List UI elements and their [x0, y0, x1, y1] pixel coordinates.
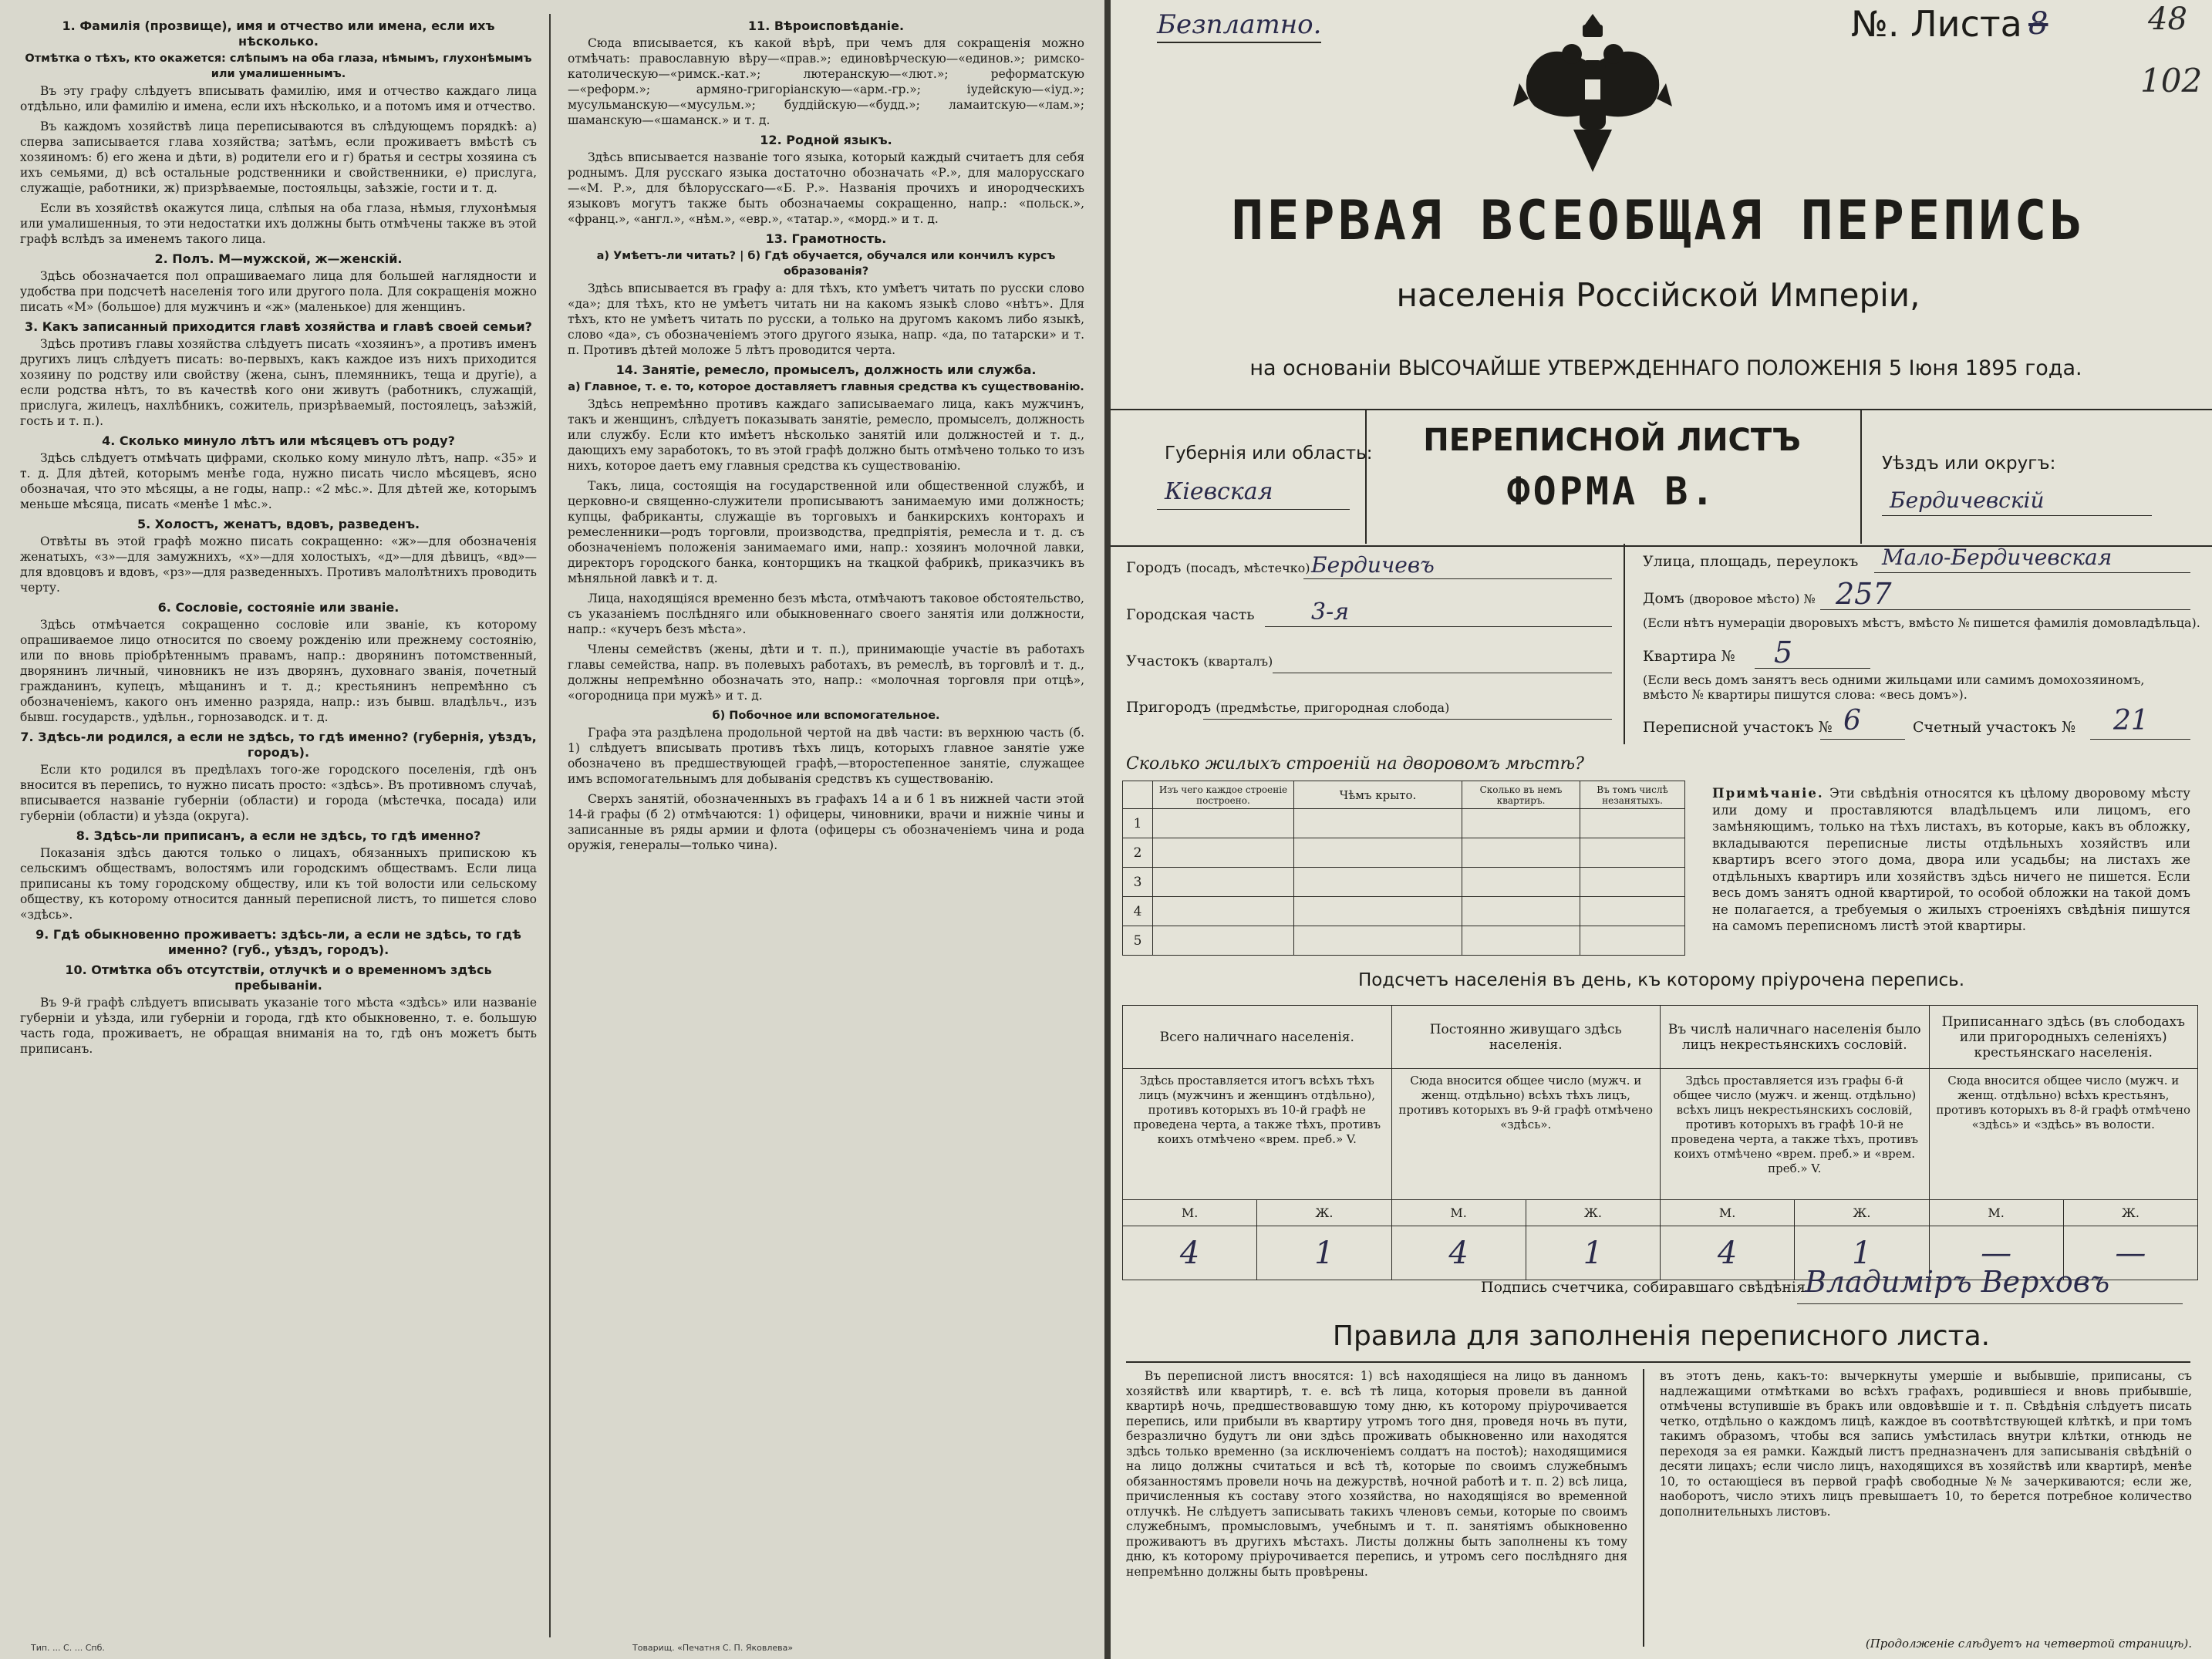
section-heading: 12. Родной языкъ. — [760, 133, 892, 147]
dwellings-row-number: 2 — [1123, 838, 1153, 868]
census-district-label: Переписной участокъ № — [1643, 719, 1833, 736]
suburb-label: Пригородъ — [1126, 699, 1212, 716]
dwellings-row — [1123, 838, 1685, 868]
rules-column-2: въ этотъ день, какъ-то: вычеркнуты умершіе и выбывшіе, приписаны, съ надлежащими отмѣтками во всѣхъ графахъ, родившіеся и вновь прибывшіе, отмѣчены вступившіе въ бракъ или овдовѣвшіе и т. п. Свѣдѣнія слѣдуетъ писать четко, отдѣльно о каждомъ лицѣ, каждое въ соотвѣтствующей клѣткѣ, и при томъ такимъ образомъ, чтобы вся запись умѣстилась внутри клѣтки, отнюдь не переходя за ея рамки. Каждый листъ предназначенъ для записыванія свѣдѣній о десяти лицахъ; если число лицъ, находящихся въ хозяйствѣ или квартирѣ, менѣе 10, то остающіеся въ первой графѣ свободные №№ зачеркиваются; если же, наоборотъ, число этихъ лицъ превышаетъ 10, то берется потребное количество дополнительныхъ листовъ. — [1660, 1369, 2192, 1519]
section-heading: 14. Занятіе, ремесло, промыселъ, должность или служба. — [615, 362, 1037, 377]
signature-label: Подпись счетчика, собиравшаго свѣдѣнія — [1481, 1279, 1806, 1296]
house-remark: (Если нѣтъ нумераціи дворовыхъ мѣстъ, вмѣсто № пишется фамилія домовладѣльца). — [1643, 615, 2200, 630]
instruction-section — [568, 478, 1084, 586]
dwellings-cell — [1153, 926, 1294, 956]
count-district-underline — [2090, 739, 2190, 740]
city-label: Городъ — [1126, 559, 1182, 576]
section-heading: 6. Сословіе, состояніе или званіе. — [157, 600, 400, 615]
section-text: Здѣсь вписывается названіе того языка, который каждый считаетъ для себя роднымъ. Для русскаго языка достаточно обозначать «Р.», для малорусскаго—«М. Р.», для бѣлорусскаго—«Б. Р.». Названія прочихъ и инородческихъ языковъ могутъ также быть обозначаемы сокращенно, напр.: «польск.», «франц.», «англ.», «нѣм.», «евр.», «татар.», «морд.» и т. д. — [568, 150, 1084, 226]
dwellings-cell — [1580, 838, 1685, 868]
form-letter: ФОРМА В. — [1506, 469, 1718, 514]
apartment-value: 5 — [1774, 636, 1793, 669]
house-value: 257 — [1836, 577, 1892, 611]
section-text: Показанія здѣсь даются только о лицахъ, обязанныхъ припискою къ сельскимъ обществамъ, волостямъ или городскимъ обществамъ. Если лица приписаны къ тому городскому обществу, или къ той волости или сельскому обществу, къ которому относится данный переписной листъ, то пишется слово «здѣсь». — [20, 846, 537, 922]
female-column-header: Ж. — [1795, 1200, 1929, 1226]
section-text: Если въ хозяйствѣ окажутся лица, слѣпыя на оба глаза, нѣмыя, глухонѣмыя или умалишенныя, то эти недостатки ихъ должны быть отмѣчены также въ этой графѣ вслѣдъ за именемъ такого лица. — [20, 201, 537, 246]
female-count-value: 1 — [1257, 1226, 1391, 1280]
city-part-value: 3-я — [1311, 599, 1350, 625]
district-value: Бердичевскій — [1890, 487, 2045, 513]
count-header-non-peasant: Въ числѣ наличнаго населенія было лицъ некрестьянскихъ сословій. — [1661, 1006, 1930, 1069]
street-underline — [1874, 572, 2190, 573]
dwellings-cell — [1580, 809, 1685, 838]
district-underline — [1882, 515, 2152, 516]
list-title: ПЕРЕПИСНОЙ ЛИСТЪ — [1423, 423, 1801, 458]
archive-folio-number: 102 — [2140, 62, 2203, 99]
dwellings-row — [1123, 868, 1685, 897]
section-heading: 3. Какъ записанный приходится главѣ хозяйства и главѣ своей семьи? — [25, 319, 532, 334]
dwellings-cell — [1294, 868, 1462, 897]
house-underline — [1820, 609, 2190, 610]
section-heading: 7. Здѣсь-ли родился, а если не здѣсь, то гдѣ именно? (губернія, уѣздъ, городъ). — [20, 730, 537, 760]
dwellings-cell — [1153, 809, 1294, 838]
section-heading-secondary: 10. Отмѣтка объ отсутствіи, отлучкѣ и о временномъ здѣсь пребываніи. — [65, 963, 492, 993]
ward-label-group — [1126, 652, 1273, 669]
male-column-header: М. — [1929, 1200, 2063, 1226]
dwellings-row — [1123, 809, 1685, 838]
city-label-group — [1126, 559, 1310, 576]
female-column-header: Ж. — [1526, 1200, 1660, 1226]
section-text: Здѣсь слѣдуетъ отмѣчать цифрами, сколько кому минуло лѣтъ, напр. «35» и т. д. Для дѣтей, которымъ менѣе года, нужно писать число мѣсяцевъ, ясно обозначая, что это мѣсяцы, а не годы, напр.: «2 мѣс.». Для дѣтей же, которымъ меньше мѣсяца, писать «менѣе 1 мѣс.». — [20, 451, 537, 511]
apartment-label: Квартира № — [1643, 648, 1735, 665]
archive-mark-top: 48 — [2148, 2, 2187, 37]
section-text: Отвѣты въ этой графѣ можно писать сокращенно: «ж»—для обозначенія женатыхъ, «з»—для замужнихъ, «х»—для холостыхъ, «д»—для дѣвицъ, «вд»—для вдовцовъ и вдовъ, «рз»—для разведенныхъ. Противъ малолѣтнихъ проводить черту. — [20, 534, 537, 595]
dwellings-cell — [1294, 838, 1462, 868]
census-district-value: 6 — [1843, 705, 1861, 737]
dwellings-cell — [1153, 897, 1294, 926]
book-spine — [1104, 0, 1111, 1659]
house-label: Домъ — [1643, 590, 1684, 607]
dwellings-row-number: 1 — [1123, 809, 1153, 838]
dwellings-header-material: Изъ чего каждое строеніе построено. — [1153, 781, 1294, 809]
dwellings-cell — [1580, 868, 1685, 897]
dwellings-header-vacant: Въ томъ числѣ незанятыхъ. — [1580, 781, 1685, 809]
count-desc-present: Здѣсь проставляется итогъ всѣхъ тѣхъ лицъ (мужчинъ и женщинъ отдѣльно), противъ которыхъ въ 10-й графѣ не проведена черта, а также тѣхъ, противъ коихъ отмѣчено «врем. преб.» V. — [1123, 1069, 1392, 1200]
section-text: Лица, находящіяся временно безъ мѣста, отмѣчаютъ таковое обстоятельство, съ указаніемъ послѣдняго или обыкновеннаго своего занятія или должности, напр.: «кучеръ безъ мѣста». — [568, 592, 1084, 636]
count-desc-permanent: Сюда вносится общее число (мужч. и женщ. отдѣльно) всѣхъ тѣхъ лицъ, противъ которыхъ въ 9-й графѣ отмѣчено «здѣсь». — [1391, 1069, 1661, 1200]
sheet-number-label: №. Листа — [1851, 3, 2022, 45]
female-count-value: 1 — [1526, 1226, 1660, 1280]
section-heading: 13. Грамотность. — [765, 231, 887, 246]
female-column-header: Ж. — [2063, 1200, 2197, 1226]
section-heading: 4. Сколько минуло лѣтъ или мѣсяцевъ отъ роду? — [102, 433, 455, 448]
section-subheading: Отмѣтка о тѣхъ, кто окажется: слѣпымъ на оба глаза, нѣмымъ, глухонѣмымъ или умалишеннымъ. — [25, 52, 532, 80]
instruction-section — [20, 251, 537, 315]
suburb-note: (предмѣстье, пригородная слобода) — [1216, 700, 1450, 715]
suburb-label-group — [1126, 699, 1449, 716]
section-text: Въ каждомъ хозяйствѣ лица переписываются въ слѣдующемъ порядкѣ: а) сперва записывается глава хозяйства; затѣмъ, если проживаетъ вмѣстѣ съ хозяиномъ: б) его жена и дѣти, в) родители его и г) братья и сестры хозяина съ ихъ семьями, д) всѣ остальные родственники и свойственники, е) прислуга, служащіе, работники, ж) призрѣваемые, постояльцы, заѣзжіе, гости и т. д. — [20, 120, 537, 195]
dwellings-cell — [1462, 809, 1580, 838]
section-text: Здѣсь отмѣчается сокращенно сословіе или званіе, къ которому опрашиваемое лицо относится по своему рожденію или прежнему состоянію, или по вновь пріобрѣтеннымъ правамъ, напр.: дворянинъ потомственный, дворянинъ личный, чиновникъ не изъ дворянъ, духовнаго званія, почетный гражданинъ, купецъ, мѣщанинъ и т. д.; крестьянинъ непремѣнно съ обозначеніемъ, какого онъ именно разряда, напр.: изъ бывш. владѣльч., изъ бывш. государств., удѣльн., горнозаводск. и т. д. — [20, 618, 537, 724]
instruction-section — [568, 642, 1084, 703]
dwellings-cell — [1462, 897, 1580, 926]
male-column-header: М. — [1391, 1200, 1526, 1226]
population-count-title: Подсчетъ населенія въ день, къ которому пріурочена перепись. — [1357, 970, 1965, 990]
instruction-section — [20, 730, 537, 824]
address-divider — [1624, 544, 1625, 744]
ward-label: Участокъ — [1126, 652, 1199, 669]
section-text: Въ эту графу слѣдуетъ вписывать фамилію, имя и отчество каждаго лица отдѣльно, или фамилію и имена, если ихъ нѣсколько, и а потомъ имя и отчество. — [20, 84, 537, 113]
dwellings-header-apartments: Сколько въ немъ квартиръ. — [1462, 781, 1580, 809]
female-column-header: Ж. — [1257, 1200, 1391, 1226]
instruction-section — [568, 591, 1084, 637]
district-label: Уѣздъ или округъ: — [1882, 454, 2056, 474]
instruction-section — [568, 133, 1084, 227]
male-count-value: 4 — [1661, 1226, 1795, 1280]
count-desc-peasant: Сюда вносится общее число (мужч. и женщ. отдѣльно) всѣхъ крестьянъ, противъ которыхъ въ 8-й графѣ отмѣчено «здѣсь» и «здѣсь» въ волости. — [1929, 1069, 2198, 1200]
instruction-section — [20, 433, 537, 512]
dwellings-cell — [1294, 809, 1462, 838]
instructions-column-1 — [20, 14, 551, 1637]
province-label: Губернія или область: — [1165, 443, 1373, 464]
left-columns — [20, 14, 1084, 1637]
signature-underline — [1797, 1303, 2183, 1304]
census-title: ПЕРВАЯ ВСЕОБЩАЯ ПЕРЕПИСЬ — [1231, 189, 2086, 252]
census-form-page — [1111, 0, 2212, 1659]
suburb-underline — [1203, 719, 1612, 720]
male-column-header: М. — [1661, 1200, 1795, 1226]
apartment-remark: (Если весь домъ занятъ весь одними жильцами или самимъ домохозяиномъ, вмѣсто № квартиры пишутся слова: «весь домъ»). — [1643, 673, 2145, 702]
dwellings-note — [1712, 785, 2190, 935]
enumerator-signature: Владиміръ Верховъ — [1805, 1265, 2110, 1299]
rules-divider — [1643, 1369, 1644, 1647]
printer-imprint-left: Тип. ... С. ... Спб. — [31, 1643, 105, 1653]
note-text: Эти свѣдѣнія относятся къ цѣлому дворовому мѣсту или дому и проставляются владѣльцемъ или лицомъ, его замѣняющимъ, только на тѣхъ листахъ, въ которые, какъ въ обложку, вкладываются переписные листы отдѣльныхъ хозяйствъ или квартиръ всего этого дома, двора или усадьбы; на листахъ же отдѣльныхъ квартиръ или хозяйствъ здѣсь ничего не пишется. Если весь домъ занятъ одной квартирой, то особой обложки на такой домъ не полагается, а требуемыя о жилыхъ строеніяхъ свѣдѣнія пишутся на самомъ переписномъ листѣ этой квартиры. — [1712, 786, 2190, 933]
street-value: Мало-Бердичевская — [1882, 545, 2113, 570]
city-underline — [1303, 578, 1612, 579]
rules-column-1: Въ переписной листъ вносятся: 1) всѣ находящіеся на лицо въ данномъ хозяйствѣ или квартирѣ, т. е. всѣ тѣ лица, которыя провели въ данной квартирѣ ночь, предшествовавшую тому дню, къ которому пріурочивается перепись, или прибыли въ квартиру утромъ того дня, проведя ночь въ пути, безразлично будутъ ли они здѣсь проживать обыкновенно или находятся здѣсь только временно (за исключеніемъ солдатъ на постоѣ); находящимися на лицо должны считаться и всѣ тѣ, которые по своимъ служебнымъ обязанностямъ провели ночь на дежурствѣ, ночной работѣ и т. п. 2) всѣ лица, причисленныя къ составу этого хозяйства, но находящіяся во временной отлучкѣ. Не слѣдуетъ записывать такихъ членовъ семьи, которые по своимъ служебнымъ, промысловымъ, учебнымъ и т. п. занятіямъ обыкновенно проживаютъ въ другихъ мѣстахъ. Листы должны быть заполнены къ тому дню, къ которому пріурочивается перепись, и утромъ сего послѣдняго дня непремѣнно должны быть провѣрены. — [1126, 1369, 1627, 1579]
male-count-value: — — [1929, 1226, 2063, 1280]
apartment-underline — [1755, 668, 1870, 669]
female-count-value: — — [2063, 1226, 2197, 1280]
dwellings-row — [1123, 897, 1685, 926]
sheet-number-value: 8 — [2028, 6, 2048, 42]
city-note: (посадъ, мѣстечко) — [1185, 561, 1310, 575]
section-text: Здѣсь обозначается пол опрашиваемаго лица для большей наглядности и удобства при подсчетѣ населенія того или другого пола. Для сокращенія можно писать «М» (большое) для мужчинъ и «ж» (маленькое) для женщинъ. — [20, 269, 537, 314]
section-heading: 9. Гдѣ обыкновенно проживаетъ: здѣсь-ли, а если не здѣсь, то гдѣ именно? (губ., уѣздъ, городъ). — [35, 927, 521, 957]
section-text: Такъ, лица, состоящія на государственной или общественной службѣ, и церковно-и священно-служители прописываютъ занимаемую ими должность; купцы, фабриканты, служащіе въ торговыхъ и банкирскихъ конторахъ и ремесленники—родъ торговли, производства, предпріятія, ремесла и т. д. съ обозначеніемъ положенія занимаемаго ими, напр.: хозяинъ молочной лавки, директоръ городского банка, конторщикъ на ткацкой фабрикѣ, приказчикъ въ мѣняльной лавкѣ и т. д. — [568, 479, 1084, 585]
city-part-underline — [1265, 626, 1612, 627]
instruction-section — [20, 201, 537, 247]
section-text: Сюда вписывается, къ какой вѣрѣ, при чемъ для сокращенія можно отмѣчать: православную вѣру—«прав.»; единовѣрческую—«единов.»; римско-католическую—«римск.-кат.»; лютеранскую—«лют.»; реформатскую—«реформ.»; армяно-григоріанскую—«арм.-гр.»; іудейскую—«іуд.»; мусульманскую—«мусульм.»; буддійскую—«будд.»; ламаитскую—«лам.»; шаманскую—«шаманск.» и т. д. — [568, 36, 1084, 127]
instruction-section — [568, 708, 1084, 787]
dwellings-cell — [1462, 838, 1580, 868]
section-text: Въ 9-й графѣ слѣдуетъ вписывать указаніе того мѣста «здѣсь» или названіе губерніи и уѣзда, или губерніи и города, гдѣ кто обыкновенно, т. е. большую часть года, проживаетъ, не обращая вниманія на то, гдѣ онъ можетъ быть приписанъ. — [20, 996, 537, 1056]
dwellings-cell — [1294, 926, 1462, 956]
rules-continued-note: (Продолженіе слѣдуетъ на четвертой страницѣ). — [1865, 1637, 2192, 1651]
instruction-section — [568, 231, 1084, 358]
dwellings-table — [1122, 781, 1685, 956]
section-text: Здѣсь противъ главы хозяйства слѣдуетъ писать «хозяинъ», а противъ именъ другихъ лицъ слѣдуетъ писать: во-первыхъ, какъ каждое изъ нихъ приходится хозяину по родству или свойству (жена, сынъ, племянникъ, теща и другіе), а если родства нѣтъ, то въ качествѣ кого они живутъ (работникъ, служащій, прислуга, жилецъ, нахлѣбникъ, сожитель, призрѣваемый, постоялецъ, заѣзжій, гость и т. п.). — [20, 337, 537, 428]
instruction-section — [20, 828, 537, 922]
section-subheading: б) Побочное или вспомогательное. — [712, 710, 940, 722]
section-text: Графа эта раздѣлена продольной чертой на двѣ части: въ верхнюю часть (б. 1) слѣдуетъ вписывать противъ тѣхъ лицъ, которыхъ главное занятіе уже обозначено въ предшествующей графѣ,—второстепенное занятіе, служащее имъ вспомогательнымъ для добыванія средствъ къ существованію. — [568, 726, 1084, 786]
printer-imprint-right: Товарищ. «Печатня С. П. Яковлева» — [632, 1643, 794, 1653]
rules-rule — [1126, 1361, 2190, 1363]
section-subheading: а) Главное, т. е. то, которое доставляетъ главныя средства къ существованію. — [568, 381, 1084, 393]
count-district-value: 21 — [2113, 705, 2149, 737]
female-count-value: 1 — [1795, 1226, 1929, 1280]
instruction-section — [20, 19, 537, 114]
instruction-section — [20, 319, 537, 429]
dwellings-cell — [1580, 897, 1685, 926]
dwellings-row — [1123, 926, 1685, 956]
dwellings-cell — [1462, 926, 1580, 956]
section-heading: 11. Вѣроисповѣданіе. — [747, 19, 905, 33]
section-text: Сверхъ занятій, обозначенныхъ въ графахъ 14 а и б 1 въ нижней части этой 14-й графы (б 2) отмѣчаются: 1) офицеры, чиновники, врачи и нижніе чины и записанные въ ряды армии и флота (офицеры съ обозначеніемъ чина и рода оружія, генералы—только чина). — [568, 792, 1084, 852]
street-label: Улица, площадь, переулокъ — [1643, 553, 1859, 570]
count-header-permanent: Постоянно живущаго здѣсь населенія. — [1391, 1006, 1661, 1069]
free-of-charge-label: Безплатно. — [1157, 9, 1321, 43]
male-count-value: 4 — [1123, 1226, 1257, 1280]
dwellings-row-number: 4 — [1123, 897, 1153, 926]
left-page — [0, 0, 1104, 1659]
instruction-section — [568, 362, 1084, 474]
section-heading: 2. Полъ. М—мужской, ж—женскій. — [154, 251, 403, 266]
dwellings-row-number: 5 — [1123, 926, 1153, 956]
city-part-label: Городская часть — [1126, 606, 1255, 623]
count-desc-non-peasant: Здѣсь проставляется изъ графы 6-й общее число (мужч. и женщ. отдѣльно) всѣхъ лицъ некрестьянскихъ сословій, противъ которыхъ въ графѣ 10-й не проведена черта, а также тѣхъ, противъ коихъ отмѣчено «врем. преб.» и «врем. преб.» V. — [1661, 1069, 1930, 1200]
instructions-column-2 — [568, 14, 1084, 1637]
population-count-table — [1122, 1005, 2198, 1280]
census-subtitle: населенія Россійской Имперіи, — [1396, 276, 1920, 314]
instruction-section — [568, 19, 1084, 128]
count-district-label: Счетный участокъ № — [1913, 719, 2075, 736]
province-value: Кіевская — [1165, 478, 1273, 505]
instruction-section — [20, 119, 537, 196]
instruction-section — [20, 600, 537, 725]
count-header-peasant: Приписаннаго здѣсь (въ слободахъ или пригородныхъ селеніяхъ) крестьянскаго населенія. — [1929, 1006, 2198, 1069]
section-text: Если кто родился въ предѣлахъ того-же городского поселенія, гдѣ онъ вносится въ перепись, то нужно писать просто: «здѣсь». Въ противномъ случаѣ, вписывается названіе губерніи (области) и города (мѣстечка, посада) или губерніи (области) и уѣзда (округа). — [20, 763, 537, 823]
instruction-section — [20, 927, 537, 1057]
legal-basis-line: на основаніи ВЫСОЧАЙШЕ УТВЕРЖДЕННАГО ПОЛОЖЕНІЯ 5 Іюня 1895 года. — [1249, 356, 2082, 380]
male-column-header: М. — [1123, 1200, 1257, 1226]
section-heading: 5. Холостъ, женатъ, вдовъ, разведенъ. — [137, 517, 420, 531]
instruction-section — [568, 791, 1084, 853]
note-label: Примѣчаніе. — [1712, 786, 1824, 801]
dwellings-header-roof: Чѣмъ крыто. — [1294, 781, 1462, 809]
ward-note: (кварталъ) — [1203, 654, 1273, 669]
instruction-section — [20, 517, 537, 595]
house-label-group — [1643, 590, 1816, 607]
section-heading: 8. Здѣсь-ли приписанъ, а если не здѣсь, то гдѣ именно? — [76, 828, 481, 843]
section-heading: 1. Фамилія (прозвище), имя и отчество или имена, если ихъ нѣсколько. — [62, 19, 495, 49]
dwellings-cell — [1294, 897, 1462, 926]
male-count-value: 4 — [1391, 1226, 1526, 1280]
house-note: (дворовое мѣсто) № — [1688, 592, 1816, 606]
dwellings-cell — [1580, 926, 1685, 956]
city-value: Бердичевъ — [1311, 552, 1435, 578]
rules-title: Правила для заполненія переписного листа. — [1332, 1320, 1991, 1352]
dwellings-row-number: 3 — [1123, 868, 1153, 897]
dwellings-cell — [1462, 868, 1580, 897]
province-underline — [1157, 509, 1350, 510]
section-text: Члены семействъ (жены, дѣти и т. п.), принимающіе участіе въ работахъ главы семейства, напр. въ полевыхъ работахъ, въ ремеслѣ, въ торговлѣ и т. д., должны непремѣнно обозначать это, напр.: «молочная торговля при отцѣ», «огородница при мужѣ» и т. д. — [568, 642, 1084, 703]
double-headed-eagle-emblem — [1512, 6, 1674, 184]
dwellings-cell — [1153, 838, 1294, 868]
section-text: Здѣсь непремѣнно противъ каждаго записываемаго лица, какъ мужчинъ, такъ и женщинъ, слѣдуетъ показывать занятіе, ремесло, промыселъ, должность или службу. Если кто имѣетъ нѣсколько занятій или должностей и т. д., дающихъ ему заработокъ, то въ этой графѣ должно быть отмѣчено только то изъ нихъ, которое даетъ ему главныя средства къ существованію. — [568, 397, 1084, 473]
census-district-underline — [1820, 739, 1905, 740]
dwellings-question: Сколько жилыхъ строеній на дворовомъ мѣстѣ? — [1126, 754, 1584, 774]
section-text: Здѣсь вписывается въ графу а: для тѣхъ, кто умѣетъ читать по русски слово «да»; для тѣхъ, кто не умѣетъ читать ни на какомъ языкѣ слово «нѣтъ». Для тѣхъ, кто не умѣетъ читать по русски, а только на другомъ какомъ либо языкѣ, слово «да», съ обозначеніемъ этого другого языка, напр. «да, по татарски» и т. п. Противъ дѣтей моложе 5 лѣтъ проводится черта. — [568, 282, 1084, 357]
dwellings-rownum-header — [1123, 781, 1153, 809]
dwellings-cell — [1153, 868, 1294, 897]
section-subheading: а) Умѣетъ-ли читать? | б) Гдѣ обучается, обучался или кончилъ курсъ образованія? — [596, 250, 1056, 278]
count-header-present: Всего наличнаго населенія. — [1123, 1006, 1392, 1069]
